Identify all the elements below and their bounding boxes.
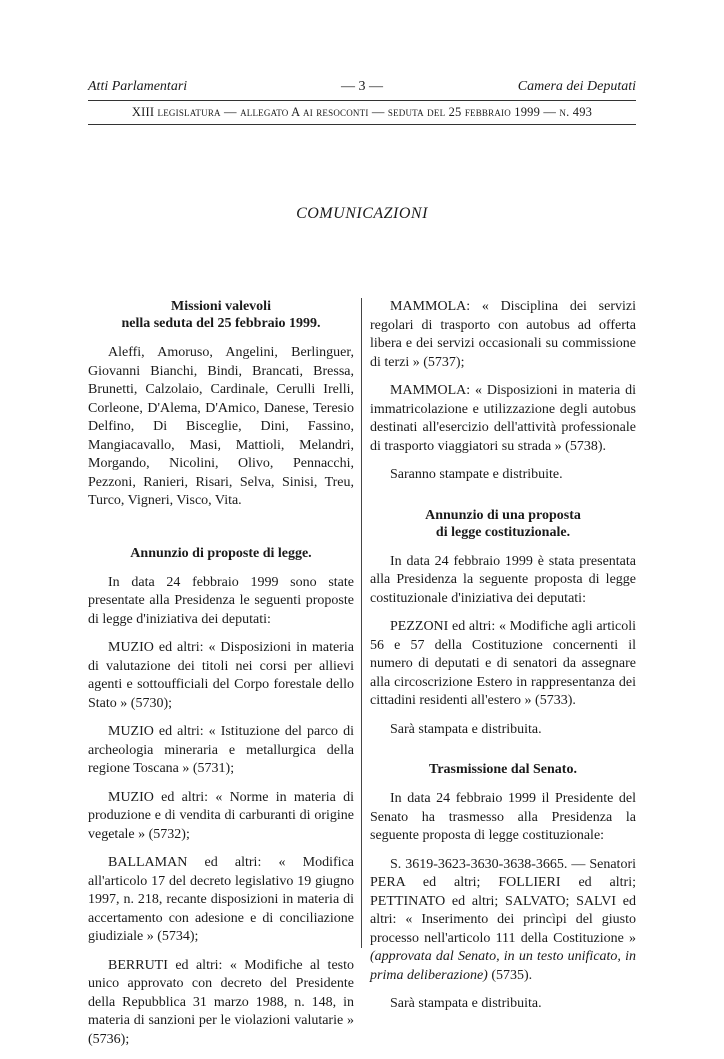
costituzionale-stampata: Sarà stampata e distribuita. xyxy=(390,721,542,737)
page-number: — 3 — xyxy=(341,79,383,94)
column-divider xyxy=(361,298,362,948)
proposte-heading: Annunzio di proposte di legge. xyxy=(130,545,312,561)
proposta-item: BALLAMAN ed altri: « Modifica all'articolo 17 del decreto legislativo 19 giugno 1997, n. 218, recante disposizioni in materia di accertamento con adesione e di conciliazione giudiziale » (5734); xyxy=(88,855,354,944)
missioni-heading-line1: Missioni valevoli xyxy=(171,299,271,314)
proposta-item: MUZIO ed altri: « Disposizioni in materia di valutazione dei titoli nei corsi per allievi agenti e sottoufficiali del Corpo forestale dello Stato » (5730); xyxy=(88,640,354,711)
proposta-item: MAMMOLA: « Disciplina dei servizi regolari di trasporto con autobus ad offerta libera e dei servizi occasionali su commissione di terzi » (5737); xyxy=(370,299,636,370)
senato-heading: Trasmissione dal Senato. xyxy=(429,762,577,777)
header-right: Camera dei Deputati xyxy=(517,79,636,94)
missioni-heading-line2: nella seduta del 25 febbraio 1999. xyxy=(121,316,321,331)
left-column xyxy=(88,298,354,1059)
senato-item-italic: (approvata dal Senato, in un testo unificato, in prima deliberazione) xyxy=(370,949,636,983)
missioni-names: Aleffi, Amoruso, Angelini, Berlinguer, Giovanni Bianchi, Bindi, Brancati, Bressa, Brunetti, Calzolaio, Cardinale, Cerulli Irelli, Corleone, D'Alema, D'Amico, Danese, Teresio Delfino, Di Bisceglie, Dini, Fassino, Mangiacavallo, Masi, Mattioli, Melandri, Morgando, Nicolini, Olivo, Pennacchi, Pezzoni, Ranieri, Risari, Selva, Sinisi, Treu, Turco, Vigneri, Visco, Vita. xyxy=(88,345,354,508)
costituzionale-item: PEZZONI ed altri: « Modifiche agli articoli 56 e 57 della Costituzione concernenti il numero di deputati e di senatori da assegnare alla circoscrizione Estero in rappresentanza dei cittadini residenti all'estero » (5733). xyxy=(370,619,636,708)
section-title: COMUNICAZIONI xyxy=(296,205,428,222)
missioni-heading xyxy=(88,298,354,332)
header-rule-bottom xyxy=(88,124,636,125)
senato-intro: In data 24 febbraio 1999 il Presidente del Senato ha trasmesso alla Presidenza la seguente proposta di legge costituzionale: xyxy=(370,791,636,843)
stampate-note: Saranno stampate e distribuite. xyxy=(390,467,563,482)
session-subheader: XIII legislatura — allegato A ai resoconti — seduta del 25 febbraio 1999 — n. 493 xyxy=(131,105,593,119)
right-column xyxy=(370,298,636,1024)
running-header xyxy=(88,79,636,101)
senato-item-start: S. 3619-3623-3630-3638-3665. — Senatori PERA ed altri; FOLLIERI ed altri; PETTINATO ed altri; SALVATO; SALVI ed altri: « Inserimento dei princìpi del giusto processo nell'articolo 111 della Costituzione » xyxy=(370,856,636,946)
senato-item xyxy=(370,856,636,986)
senato-item-end: (5735). xyxy=(491,967,533,983)
header-rule-top xyxy=(88,100,636,101)
proposta-item: MUZIO ed altri: « Norme in materia di produzione e di vendita di carburanti di origine vegetale » (5732); xyxy=(88,789,354,842)
senato-stampata: Sarà stampata e distribuita. xyxy=(390,996,542,1011)
costituzionale-heading-line2: di legge costituzionale. xyxy=(435,524,571,540)
proposte-intro: In data 24 febbraio 1999 sono state presentate alla Presidenza le seguenti proposte di legge d'iniziativa dei deputati: xyxy=(88,574,354,627)
costituzionale-heading-line1: Annunzio di una proposta xyxy=(425,507,581,523)
costituzionale-intro: In data 24 febbraio 1999 è stata presentata alla Presidenza la seguente proposta di legge costituzionale d'iniziativa dei deputati: xyxy=(370,553,636,606)
costituzionale-heading xyxy=(370,507,636,541)
proposta-item: MUZIO ed altri: « Istituzione del parco di archeologia mineraria e metallurgica della regione Toscana » (5731); xyxy=(88,724,354,776)
header-left: Atti Parlamentari xyxy=(88,79,188,94)
proposta-item: MAMMOLA: « Disposizioni in materia di immatricolazione e utilizzazione degli autobus destinati all'esercizio dell'attività professionale di trasporto viaggiatori su strada » (5738). xyxy=(370,383,636,454)
proposta-item: BERRUTI ed altri: « Modifiche al testo unico approvato con decreto del Presidente della Repubblica 31 marzo 1988, n. 148, in materia di sanzioni per le violazioni valutarie » (5736); xyxy=(88,957,354,1047)
